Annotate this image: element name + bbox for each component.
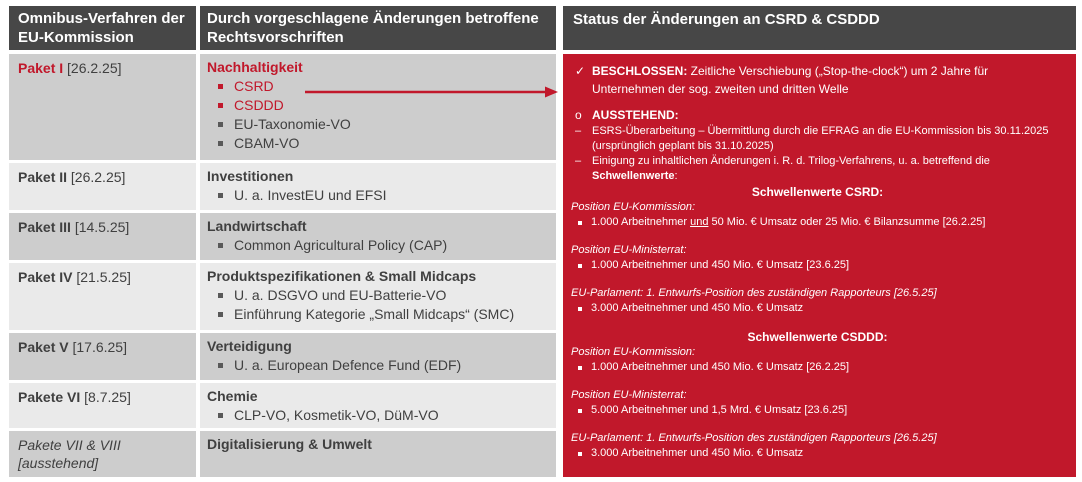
check-icon: ✓ <box>575 64 586 78</box>
status-panel <box>563 54 1076 477</box>
list-item: EU-Taxonomie-VO <box>207 115 548 134</box>
packages-table <box>9 54 556 477</box>
table-row <box>9 163 556 210</box>
topic-cell-verteidigung <box>200 333 556 380</box>
square-bullet-icon <box>218 141 223 146</box>
list-item: U. a. European Defence Fund (EDF) <box>207 356 548 375</box>
header-rechtsvorschriften: Durch vorgeschlagene Änderungen betroffene Rechtsvorschriften <box>200 6 556 50</box>
square-bullet-icon <box>218 122 223 127</box>
status-decided <box>571 62 1064 98</box>
paket-name: Paket I <box>18 60 64 76</box>
threshold-bullet: 3.000 Arbeitnehmer und 450 Mio. € Umsatz <box>571 301 1064 316</box>
csrd-position-kommission: Position EU-Kommission: 1.000 Arbeitnehmer und 50 Mio. € Umsatz oder 25 Mio. € Bilanzsumme [26.2.25] <box>571 200 1064 230</box>
topic-cell-digitalisierung <box>200 431 556 477</box>
topic-cell-chemie <box>200 383 556 428</box>
paket-4-cell <box>9 263 196 330</box>
list-item: CBAM-VO <box>207 134 548 153</box>
paket-2-cell <box>9 163 196 210</box>
list-item: Common Agricultural Policy (CAP) <box>207 236 548 255</box>
table-row <box>9 213 556 260</box>
topic-title: Investitionen <box>207 168 294 184</box>
topic-items <box>207 356 548 375</box>
square-bullet-icon <box>218 84 223 89</box>
paket-date: [14.5.25] <box>74 219 130 235</box>
arrow-icon <box>305 85 558 99</box>
csrd-position-ministerrat: Position EU-Ministerrat: 1.000 Arbeitnehmer und 450 Mio. € Umsatz [23.6.25] <box>571 243 1064 273</box>
paket-7-8-cell <box>9 431 196 477</box>
paket-date: [8.7.25] <box>84 389 131 405</box>
list-item: U. a. DSGVO und EU-Batterie-VO <box>207 286 548 305</box>
list-item: U. a. InvestEU und EFSI <box>207 186 548 205</box>
list-item: CSRD <box>207 77 548 96</box>
paket-date: [21.5.25] <box>76 269 131 285</box>
paket-date: [26.2.25] <box>70 169 126 185</box>
paket-name: Paket II <box>18 169 68 185</box>
topic-title: Digitalisierung & Umwelt <box>207 436 372 452</box>
dash-icon: – <box>575 125 582 137</box>
square-bullet-icon <box>578 307 582 311</box>
topic-title: Nachhaltigkeit <box>207 59 303 75</box>
csddd-position-parlament: EU-Parlament: 1. Entwurfs-Position des zuständigen Rapporteurs [26.5.25] 3.000 Arbeitnehmer und 450 Mio. € Umsatz <box>571 431 1064 461</box>
square-bullet-icon <box>218 293 223 298</box>
csddd-position-kommission: Position EU-Kommission: 1.000 Arbeitnehmer und 450 Mio. € Umsatz [26.2.25] <box>571 345 1064 375</box>
topic-cell-produktspezifikationen <box>200 263 556 330</box>
threshold-bullet: 1.000 Arbeitnehmer und 50 Mio. € Umsatz oder 25 Mio. € Bilanzsumme [26.2.25] <box>571 215 1064 230</box>
csrd-thresholds-heading: Schwellenwerte CSRD: <box>751 185 884 199</box>
topic-items <box>207 406 548 425</box>
threshold-bullet: 1.000 Arbeitnehmer und 450 Mio. € Umsatz [23.6.25] <box>571 258 1064 273</box>
square-bullet-icon <box>578 264 582 268</box>
table-row <box>9 333 556 380</box>
paket-date: [ausstehend] <box>18 455 99 471</box>
paket-name: Paket V <box>18 339 69 355</box>
decided-text: BESCHLOSSEN: Zeitliche Verschiebung („Stop-the-clock“) um 2 Jahre für Unternehmen der sog. zweiten und dritten Welle <box>592 64 989 96</box>
square-bullet-icon <box>578 366 582 370</box>
threshold-bullet: 3.000 Arbeitnehmer und 450 Mio. € Umsatz <box>571 446 1064 461</box>
list-item: Einführung Kategorie „Small Midcaps“ (SMC) <box>207 305 548 324</box>
topic-items <box>207 236 548 255</box>
paket-name: Pakete VI <box>18 389 81 405</box>
square-bullet-icon <box>578 409 582 413</box>
square-bullet-icon <box>218 312 223 317</box>
table-row <box>9 383 556 428</box>
csddd-thresholds-heading: Schwellenwerte CSDDD: <box>747 330 888 344</box>
table-row <box>9 431 556 477</box>
square-bullet-icon <box>218 193 223 198</box>
paket-5-cell <box>9 333 196 380</box>
topic-items <box>207 186 548 205</box>
paket-3-cell <box>9 213 196 260</box>
circle-icon: o <box>575 108 582 122</box>
paket-1-cell <box>9 54 196 160</box>
paket-name: Pakete VII & VIII <box>18 437 121 453</box>
topic-title: Landwirtschaft <box>207 218 307 234</box>
table-body <box>9 54 1076 477</box>
square-bullet-icon <box>218 103 223 108</box>
pending-item-esrs: – ESRS-Überarbeitung – Übermittlung durch die EFRAG an die EU-Kommission bis 30.11.2025 (ursprünglich geplant bis 31.10.2025) <box>571 124 1064 154</box>
csrd-position-parlament: EU-Parlament: 1. Entwurfs-Position des zuständigen Rapporteurs [26.5.25] 3.000 Arbeitnehmer und 450 Mio. € Umsatz <box>571 286 1064 316</box>
paket-name: Paket IV <box>18 269 73 285</box>
topic-title: Verteidigung <box>207 338 292 354</box>
csddd-position-ministerrat: Position EU-Ministerrat: 5.000 Arbeitnehmer und 1,5 Mrd. € Umsatz [23.6.25] <box>571 388 1064 418</box>
paket-6-cell <box>9 383 196 428</box>
topic-items <box>207 286 548 324</box>
topic-title: Produktspezifikationen & Small Midcaps <box>207 268 477 284</box>
list-item: CSDDD <box>207 96 548 115</box>
paket-name: Paket III <box>18 219 71 235</box>
table-row <box>9 54 556 160</box>
table-header-row <box>9 6 1076 50</box>
threshold-bullet: 5.000 Arbeitnehmer und 1,5 Mrd. € Umsatz [23.6.25] <box>571 403 1064 418</box>
topic-cell-nachhaltigkeit <box>200 54 556 160</box>
square-bullet-icon <box>578 221 582 225</box>
pending-label: AUSSTEHEND: <box>592 108 679 122</box>
square-bullet-icon <box>218 243 223 248</box>
list-item: CLP-VO, Kosmetik-VO, DüM-VO <box>207 406 548 425</box>
pending-item-trilog: – Einigung zu inhaltlichen Änderungen i. R. d. Trilog-Verfahrens, u. a. betreffend die Schwellenwerte: <box>571 154 1064 184</box>
header-omnibus-verfahren: Omnibus-Verfahren der EU-Kommission <box>9 6 196 50</box>
square-bullet-icon <box>218 413 223 418</box>
topic-title: Chemie <box>207 388 258 404</box>
paket-date: [26.2.25] <box>67 60 122 76</box>
threshold-bullet: 1.000 Arbeitnehmer und 450 Mio. € Umsatz [26.2.25] <box>571 360 1064 375</box>
square-bullet-icon <box>218 363 223 368</box>
status-pending <box>571 106 1064 124</box>
topic-cell-landwirtschaft <box>200 213 556 260</box>
topic-cell-investitionen <box>200 163 556 210</box>
paket-date: [17.6.25] <box>72 339 127 355</box>
table-row <box>9 263 556 330</box>
header-status-csrd-csddd: Status der Änderungen an CSRD & CSDDD <box>563 6 1076 50</box>
dash-icon: – <box>575 155 582 167</box>
square-bullet-icon <box>578 452 582 456</box>
